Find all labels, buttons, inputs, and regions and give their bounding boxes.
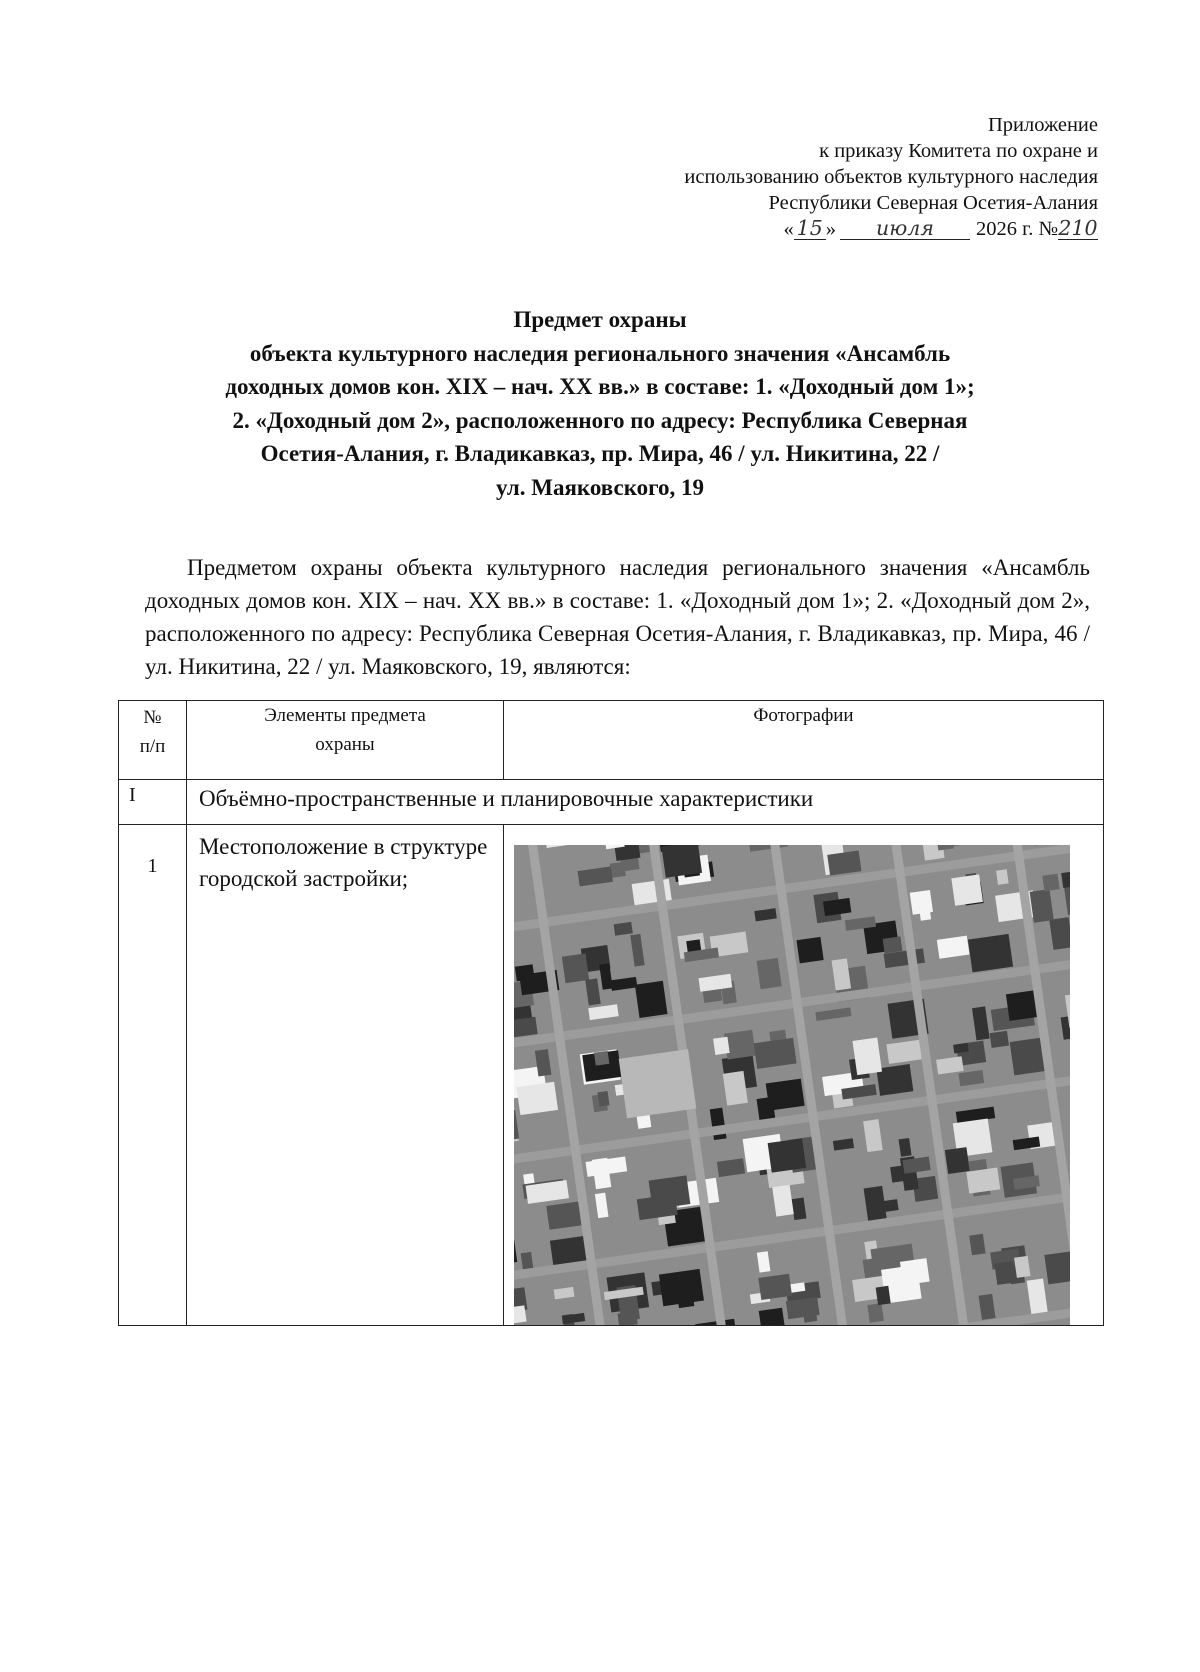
appendix-line: к приказу Комитета по охране и <box>819 140 1098 162</box>
aerial-photo <box>514 845 1070 1325</box>
header-elements: Элементы предмета охраны <box>187 701 504 780</box>
order-year: 2026 г. № <box>975 218 1058 240</box>
title-line: Предмет охраны <box>513 307 687 332</box>
order-number: 210 <box>1058 216 1098 240</box>
appendix-line: Республики Северная Осетия-Алания <box>768 192 1098 214</box>
table-header-row <box>119 701 1104 780</box>
order-date <box>684 216 1098 242</box>
title-line: Осетия-Алания, г. Владикавказ, пр. Мира, 46 / ул. Никитина, 22 / <box>260 441 940 466</box>
title-line: объекта культурного наследия регионального значения «Ансамбль <box>249 340 951 366</box>
title-line: ул. Маяковского, 19 <box>495 474 705 500</box>
row-photo-cell <box>504 825 1104 1326</box>
quote-close: » <box>825 218 836 240</box>
row-element: Местоположение в структуре городской застройки; <box>187 825 504 1326</box>
protection-table <box>118 700 1104 1326</box>
appendix-line: использованию объектов культурного наследия <box>684 166 1098 188</box>
order-month: июля <box>840 217 970 240</box>
order-day: 15 <box>794 217 826 240</box>
row-number: 1 <box>119 825 187 1326</box>
appendix-block <box>684 112 1098 242</box>
header-num: № п/п <box>119 701 187 780</box>
aerial-photo-icon <box>514 845 1070 1325</box>
document-title <box>110 303 1090 504</box>
intro-paragraph: Предметом охраны объекта культурного наследия регионального значения «Ансамбль доходных домов кон. XIX – нач. XX вв.» в составе: 1. «Доходный дом 1»; 2. «Доходный дом 2», расположенного по адресу: Республика Северная Осетия-Алания, г. Владикавказ, пр. Мира, 46 / ул. Никитина, 22 / ул. Маяковского, 19, являются: <box>145 555 1090 679</box>
section-title: Объёмно-пространственные и планировочные характеристики <box>187 780 1104 825</box>
table-row <box>119 825 1104 1326</box>
section-row <box>119 780 1104 825</box>
header-photos: Фотографии <box>504 701 1104 780</box>
quote-open: « <box>783 218 794 240</box>
section-label: I <box>119 780 187 825</box>
title-line: доходных домов кон. XIX – нач. XX вв.» в составе: 1. «Доходный дом 1»; <box>225 374 975 399</box>
title-line: 2. «Доходный дом 2», расположенного по адресу: Республика Северная <box>232 407 968 433</box>
appendix-line: Приложение <box>987 114 1098 136</box>
